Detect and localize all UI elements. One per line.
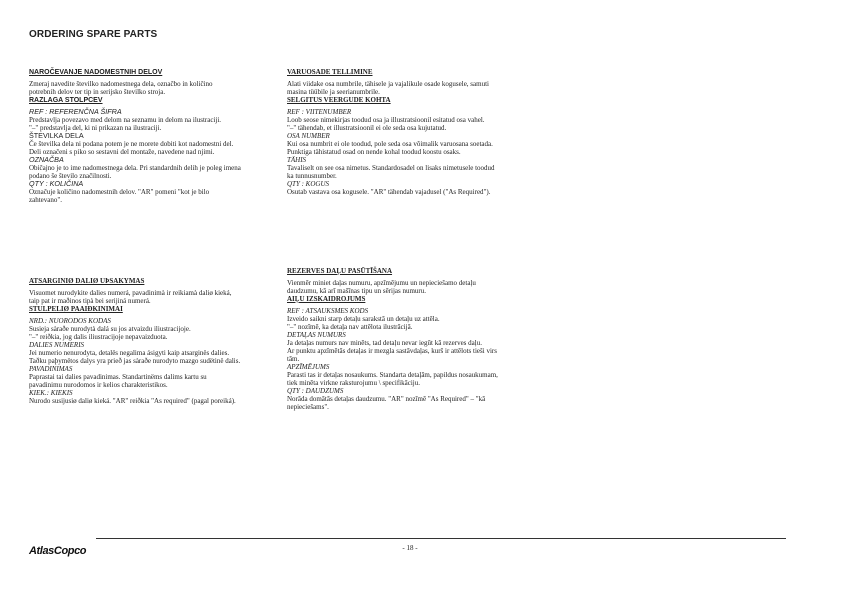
section-heading: ATSARGINIØ DALIØ UÞSAKYMAS — [29, 277, 145, 285]
item-text: Nurodo susijusiø daliø kieká. "AR" reiðkia "As required" (pagal poreiká). — [29, 397, 236, 405]
item-label: NRD.: NUORODOS KODAS — [29, 317, 111, 325]
item-label: QTY : KOLIČINA — [29, 179, 84, 188]
item-text: Ja detaļas numurs nav minēts, tad detaļu nevar iegūt kā rezerves daļu. Ar punktu apzīmētās detaļas ir mezgla sastāvdaļas, kurš ir attēlots tieši virs tām. — [287, 339, 497, 363]
columns-heading: STULPELIØ PAAIÐKINIMAI — [29, 305, 123, 313]
item-label: REF : VIITENUMBER — [287, 108, 352, 116]
columns-heading: AIĻU IZSKAIDROJUMS — [287, 295, 366, 303]
columns-heading: RAZLAGA STOLPCEV — [29, 97, 103, 104]
item-label: TÄHIS — [287, 156, 307, 164]
item-label: ŠTEVILKA DELA — [29, 131, 84, 140]
section-intro: Visuomet nurodykite dalies numerá, pavadinimà ir reikiamà daliø kieká, taip pat ir maðinos tipà bei serijiná numerá. — [29, 289, 232, 305]
item-label: OZNAČBA — [29, 155, 64, 164]
item-text: Predstavlja povezavo med delom na seznamu in delom na ilustraciji. "–" predstavlja del, ki ni prikazan na ilustraciji. — [29, 116, 222, 132]
item-text: Parasti tas ir detaļas nosaukums. Standarta detaļām, papildus nosaukumam, tiek minēta virkne raksturojumu \ specifikāciju. — [287, 371, 498, 387]
section-intro: Vienmēr miniet daļas numuru, apzīmējumu un nepieciešamo detaļu daudzumu, kā arī mašīnas tipu un sērijas numuru. — [287, 279, 476, 295]
item-label: PAVADINIMAS — [29, 365, 73, 373]
item-text: Izveido saikni starp detaļu sarakstā un detaļu uz attēla. "–" nozīmē, ka detaļa nav attēlota ilustrācijā. — [287, 315, 440, 331]
item-label: OSA NUMBER — [287, 132, 330, 140]
item-text: Osutab vastava osa kogusele. "AR" tähendab vajadusel ("As Required"). — [287, 188, 491, 196]
item-text: Označuje količino nadomestnih delov. "AR" pomeni "kot je bilo zahtevano". — [29, 188, 210, 204]
item-text: Tavaliselt on see osa nimetus. Standardosadel on lisaks nimetusele toodud ka tunnusnumber. — [287, 164, 495, 180]
page-number: - 18 - — [402, 544, 418, 552]
item-text: Susieja sàraðe nurodytà dalá su jos atvaizdu iliustracijoje. "–" reiðkia, jog dalis iliustracijoje nepavaizduota. — [29, 325, 191, 341]
item-label: KIEK.: KIEKIS — [29, 389, 73, 397]
item-label: QTY : KOGUS — [287, 180, 330, 188]
item-text: Običajno je to ime nadomestnega dela. Pri standardnih delih je poleg imena podano še število značilnosti. — [29, 164, 241, 180]
footer-divider — [96, 538, 786, 539]
page-title: ORDERING SPARE PARTS — [29, 29, 158, 40]
section-latvian — [287, 267, 532, 411]
section-heading: REZERVES DAĻU PASŪTĪŠANA — [287, 267, 393, 275]
section-heading: NAROČEVANJE NADOMESTNIH DELOV — [29, 69, 163, 76]
section-intro: Zmeraj navedite številko nadomestnega dela, označbo in količino potrebnih delov ter tip in serijsko številko stroja. — [29, 80, 213, 96]
item-text: Loob seose nimekirjas toodud osa ja illustratsioonil esitatud osa vahel. "–" tähendab, et illustratsioonil ei ole seda osa kujutatud. — [287, 116, 485, 132]
item-text: Če številka dela ni podana potem je ne morete dobiti kot nadomestni del. Deli označeni s piko so sestavni del montaže, navedene nad njimi. — [29, 140, 234, 156]
section-heading: VARUOSADE TELLIMINE — [287, 68, 373, 76]
item-text: Norāda domātās detaļas daudzumu. "AR" nozīmē "As Required" – "kā nepieciešams". — [287, 395, 486, 411]
item-label: DALIES NUMERIS — [29, 341, 85, 349]
section-slovenian — [29, 68, 274, 204]
item-label: APZĪMĒJUMS — [287, 363, 330, 371]
item-text: Kui osa numbrit ei ole toodud, pole seda osa võimalik varuosana soetada. Punktiga tähistatud osad on nende kohal toodud koostu osaks. — [287, 140, 493, 156]
atlas-copco-logo: AtlasCopco — [29, 545, 87, 557]
item-label: REF : ATSAUKSMES KODS — [287, 307, 369, 315]
item-label: REF : REFERENČNA ŠIFRA — [29, 107, 122, 116]
item-label: DETAĻAS NUMURS — [287, 331, 346, 339]
columns-heading: SELGITUS VEERGUDE KOHTA — [287, 96, 391, 104]
section-lithuanian — [29, 277, 274, 405]
item-text: Jei numerio nenurodyta, detalës negalima ásigyti kaip atsarginës dalies. Taðku paþymëtos dalys yra prieð jas sàraðe nurodyto mazgo sudëtinë dalis. — [29, 349, 241, 365]
item-label: QTY : DAUDZUMS — [287, 387, 344, 395]
section-intro: Alati viidake osa numbrile, tähisele ja vajalikule osade kogusele, samuti masina tüübile ja seerianumbrile. — [287, 80, 489, 96]
section-estonian — [287, 68, 532, 196]
item-text: Paprastai tai dalies pavadinimas. Standartinëms dalims kartu su pavadinimu nurodomos ir kelios charakteristikos. — [29, 373, 207, 389]
